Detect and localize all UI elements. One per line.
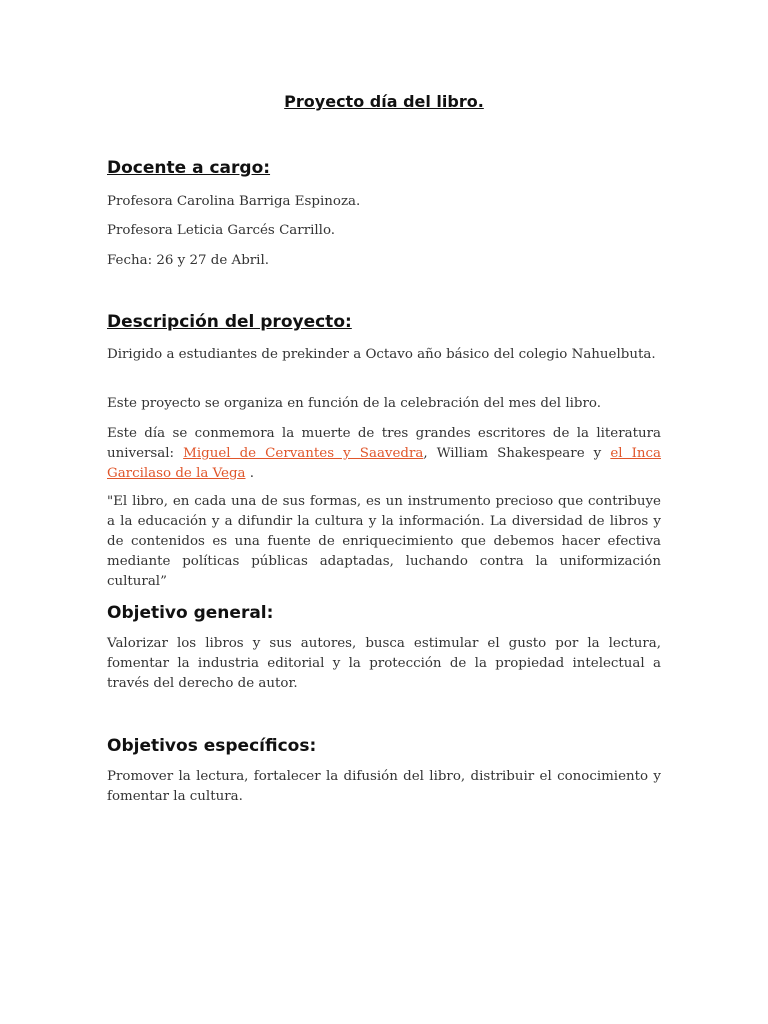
- cervantes-link[interactable]: Miguel de Cervantes y Saavedra: [183, 446, 424, 461]
- paragraph-3-start: Este día se conmemora la muerte de tres grandes escritores de la literatura universal:: [107, 426, 661, 461]
- quote-paragraph: "El libro, en cada una de sus formas, es un instrumento precioso que contribuye a la educación y a difundir la cultura y la información. La diversidad de libros y de contenidos es una fuente de enriquecimiento que debemos hacer efectiva mediante políticas públicas adaptadas, luchando contra la uniformización cultural”: [107, 494, 661, 589]
- fecha-line: Fecha: 26 y 27 de Abril.: [107, 253, 269, 268]
- descripcion-paragraph-2: Este proyecto se organiza en función de la celebración del mes del libro.: [107, 396, 601, 411]
- objetivos-especificos-heading: Objetivos específicos:: [107, 736, 317, 756]
- docente-line-2: Profesora Leticia Garcés Carrillo.: [107, 223, 336, 238]
- document-title-wrap: [0, 92, 768, 112]
- descripcion-paragraph-3: [107, 424, 661, 484]
- paragraph-3-middle: , William Shakespeare y: [423, 446, 611, 461]
- descripcion-heading: Descripción del proyecto:: [107, 312, 352, 332]
- descripcion-paragraph-1: Dirigido a estudiantes de prekinder a Octavo año básico del colegio Nahuelbuta.: [107, 347, 656, 362]
- document-title: Proyecto día del libro.: [284, 92, 484, 111]
- docente-heading: Docente a cargo:: [107, 158, 271, 178]
- objetivos-especificos-text: Promover la lectura, fortalecer la difusión del libro, distribuir el conocimiento y fomentar la cultura.: [107, 769, 661, 804]
- docente-line-1: Profesora Carolina Barriga Espinoza.: [107, 194, 361, 209]
- paragraph-3-end: .: [245, 466, 255, 481]
- garcilaso-link[interactable]: el Inca Garcilaso de la Vega: [107, 446, 661, 481]
- objetivo-general-heading: Objetivo general:: [107, 603, 274, 623]
- objetivo-general-text: Valorizar los libros y sus autores, busca estimular el gusto por la lectura, fomentar la industria editorial y la protección de la propiedad intelectual a través del derecho de autor.: [107, 636, 661, 691]
